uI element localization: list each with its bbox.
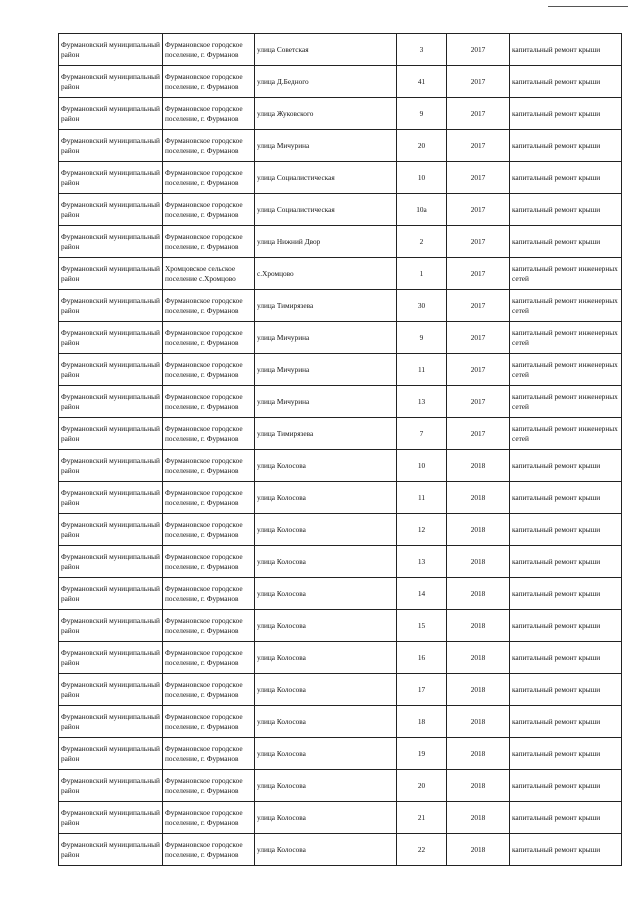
table-row bbox=[59, 258, 622, 290]
municipality-cell: Фурмановский муниципальный район bbox=[59, 162, 163, 194]
table-row bbox=[59, 642, 622, 674]
table-row bbox=[59, 706, 622, 738]
street-cell: улица Колосова bbox=[255, 610, 397, 642]
street-cell: улица Колосова bbox=[255, 674, 397, 706]
settlement-cell: Фурмановское городское поселение, г. Фурманов bbox=[163, 290, 255, 322]
year-cell: 2018 bbox=[447, 610, 510, 642]
repair-program-table bbox=[58, 33, 622, 866]
street-cell: улица Колосова bbox=[255, 642, 397, 674]
work-type-cell: капитальный ремонт инженерных сетей bbox=[510, 354, 622, 386]
street-cell: улица Тимирязева bbox=[255, 290, 397, 322]
work-type-cell: капитальный ремонт крыши bbox=[510, 610, 622, 642]
year-cell: 2017 bbox=[447, 226, 510, 258]
table-row bbox=[59, 290, 622, 322]
house-number-cell: 30 bbox=[397, 290, 447, 322]
house-number-cell: 13 bbox=[397, 386, 447, 418]
work-type-cell: капитальный ремонт крыши bbox=[510, 98, 622, 130]
street-cell: улица Д.Бедного bbox=[255, 66, 397, 98]
table-row bbox=[59, 98, 622, 130]
street-cell: улица Тимирязева bbox=[255, 418, 397, 450]
work-type-cell: капитальный ремонт крыши bbox=[510, 34, 622, 66]
house-number-cell: 22 bbox=[397, 834, 447, 866]
settlement-cell: Фурмановское городское поселение, г. Фурманов bbox=[163, 66, 255, 98]
municipality-cell: Фурмановский муниципальный район bbox=[59, 66, 163, 98]
house-number-cell: 41 bbox=[397, 66, 447, 98]
work-type-cell: капитальный ремонт крыши bbox=[510, 226, 622, 258]
year-cell: 2017 bbox=[447, 418, 510, 450]
year-cell: 2017 bbox=[447, 98, 510, 130]
year-cell: 2018 bbox=[447, 546, 510, 578]
house-number-cell: 15 bbox=[397, 610, 447, 642]
street-cell: улица Колосова bbox=[255, 514, 397, 546]
municipality-cell: Фурмановский муниципальный район bbox=[59, 482, 163, 514]
work-type-cell: капитальный ремонт крыши bbox=[510, 642, 622, 674]
year-cell: 2018 bbox=[447, 450, 510, 482]
house-number-cell: 14 bbox=[397, 578, 447, 610]
house-number-cell: 10 bbox=[397, 450, 447, 482]
settlement-cell: Фурмановское городское поселение, г. Фурманов bbox=[163, 706, 255, 738]
settlement-cell: Фурмановское городское поселение, г. Фурманов bbox=[163, 610, 255, 642]
year-cell: 2017 bbox=[447, 290, 510, 322]
work-type-cell: капитальный ремонт крыши bbox=[510, 162, 622, 194]
table-row bbox=[59, 130, 622, 162]
page-top-rule bbox=[548, 6, 628, 7]
municipality-cell: Фурмановский муниципальный район bbox=[59, 34, 163, 66]
settlement-cell: Фурмановское городское поселение, г. Фурманов bbox=[163, 354, 255, 386]
year-cell: 2018 bbox=[447, 834, 510, 866]
street-cell: улица Социалистическая bbox=[255, 194, 397, 226]
settlement-cell: Фурмановское городское поселение, г. Фурманов bbox=[163, 802, 255, 834]
table-row bbox=[59, 738, 622, 770]
settlement-cell: Фурмановское городское поселение, г. Фурманов bbox=[163, 162, 255, 194]
street-cell: улица Колосова bbox=[255, 834, 397, 866]
house-number-cell: 11 bbox=[397, 482, 447, 514]
settlement-cell: Фурмановское городское поселение, г. Фурманов bbox=[163, 450, 255, 482]
table-row bbox=[59, 162, 622, 194]
year-cell: 2018 bbox=[447, 674, 510, 706]
municipality-cell: Фурмановский муниципальный район bbox=[59, 450, 163, 482]
settlement-cell: Фурмановское городское поселение, г. Фурманов bbox=[163, 834, 255, 866]
house-number-cell: 13 bbox=[397, 546, 447, 578]
house-number-cell: 1 bbox=[397, 258, 447, 290]
municipality-cell: Фурмановский муниципальный район bbox=[59, 258, 163, 290]
municipality-cell: Фурмановский муниципальный район bbox=[59, 354, 163, 386]
work-type-cell: капитальный ремонт крыши bbox=[510, 770, 622, 802]
table-row bbox=[59, 194, 622, 226]
table-row bbox=[59, 418, 622, 450]
year-cell: 2018 bbox=[447, 482, 510, 514]
municipality-cell: Фурмановский муниципальный район bbox=[59, 130, 163, 162]
table-row bbox=[59, 770, 622, 802]
table-row bbox=[59, 674, 622, 706]
year-cell: 2018 bbox=[447, 770, 510, 802]
house-number-cell: 9 bbox=[397, 322, 447, 354]
year-cell: 2018 bbox=[447, 802, 510, 834]
street-cell: улица Социалистическая bbox=[255, 162, 397, 194]
year-cell: 2018 bbox=[447, 706, 510, 738]
street-cell: улица Колосова bbox=[255, 738, 397, 770]
municipality-cell: Фурмановский муниципальный район bbox=[59, 610, 163, 642]
street-cell: улица Мичурина bbox=[255, 130, 397, 162]
settlement-cell: Фурмановское городское поселение, г. Фурманов bbox=[163, 738, 255, 770]
street-cell: с.Хромцово bbox=[255, 258, 397, 290]
year-cell: 2017 bbox=[447, 354, 510, 386]
table-row bbox=[59, 386, 622, 418]
settlement-cell: Фурмановское городское поселение, г. Фурманов bbox=[163, 418, 255, 450]
municipality-cell: Фурмановский муниципальный район bbox=[59, 194, 163, 226]
municipality-cell: Фурмановский муниципальный район bbox=[59, 642, 163, 674]
year-cell: 2018 bbox=[447, 514, 510, 546]
municipality-cell: Фурмановский муниципальный район bbox=[59, 418, 163, 450]
street-cell: улица Колосова bbox=[255, 482, 397, 514]
work-type-cell: капитальный ремонт крыши bbox=[510, 546, 622, 578]
settlement-cell: Фурмановское городское поселение, г. Фурманов bbox=[163, 642, 255, 674]
settlement-cell: Фурмановское городское поселение, г. Фурманов bbox=[163, 770, 255, 802]
municipality-cell: Фурмановский муниципальный район bbox=[59, 802, 163, 834]
table-row bbox=[59, 802, 622, 834]
work-type-cell: капитальный ремонт инженерных сетей bbox=[510, 290, 622, 322]
work-type-cell: капитальный ремонт крыши bbox=[510, 194, 622, 226]
house-number-cell: 16 bbox=[397, 642, 447, 674]
settlement-cell: Фурмановское городское поселение, г. Фурманов bbox=[163, 322, 255, 354]
street-cell: улица Колосова bbox=[255, 770, 397, 802]
year-cell: 2017 bbox=[447, 194, 510, 226]
house-number-cell: 9 bbox=[397, 98, 447, 130]
house-number-cell: 3 bbox=[397, 34, 447, 66]
work-type-cell: капитальный ремонт крыши bbox=[510, 130, 622, 162]
house-number-cell: 10а bbox=[397, 194, 447, 226]
work-type-cell: капитальный ремонт крыши bbox=[510, 674, 622, 706]
table-row bbox=[59, 450, 622, 482]
street-cell: улица Советская bbox=[255, 34, 397, 66]
street-cell: улица Мичурина bbox=[255, 354, 397, 386]
street-cell: улица Нижний Двор bbox=[255, 226, 397, 258]
house-number-cell: 21 bbox=[397, 802, 447, 834]
street-cell: улица Колосова bbox=[255, 546, 397, 578]
year-cell: 2018 bbox=[447, 738, 510, 770]
municipality-cell: Фурмановский муниципальный район bbox=[59, 322, 163, 354]
table-row bbox=[59, 834, 622, 866]
municipality-cell: Фурмановский муниципальный район bbox=[59, 514, 163, 546]
table-row bbox=[59, 610, 622, 642]
settlement-cell: Фурмановское городское поселение, г. Фурманов bbox=[163, 386, 255, 418]
settlement-cell: Хромцовское сельское поселение с.Хромцово bbox=[163, 258, 255, 290]
work-type-cell: капитальный ремонт крыши bbox=[510, 706, 622, 738]
street-cell: улица Мичурина bbox=[255, 322, 397, 354]
settlement-cell: Фурмановское городское поселение, г. Фурманов bbox=[163, 482, 255, 514]
municipality-cell: Фурмановский муниципальный район bbox=[59, 546, 163, 578]
municipality-cell: Фурмановский муниципальный район bbox=[59, 770, 163, 802]
settlement-cell: Фурмановское городское поселение, г. Фурманов bbox=[163, 514, 255, 546]
house-number-cell: 19 bbox=[397, 738, 447, 770]
table-row bbox=[59, 34, 622, 66]
settlement-cell: Фурмановское городское поселение, г. Фурманов bbox=[163, 130, 255, 162]
work-type-cell: капитальный ремонт инженерных сетей bbox=[510, 322, 622, 354]
house-number-cell: 2 bbox=[397, 226, 447, 258]
street-cell: улица Колосова bbox=[255, 450, 397, 482]
settlement-cell: Фурмановское городское поселение, г. Фурманов bbox=[163, 98, 255, 130]
work-type-cell: капитальный ремонт инженерных сетей bbox=[510, 386, 622, 418]
year-cell: 2018 bbox=[447, 642, 510, 674]
table-row bbox=[59, 514, 622, 546]
house-number-cell: 20 bbox=[397, 130, 447, 162]
municipality-cell: Фурмановский муниципальный район bbox=[59, 386, 163, 418]
work-type-cell: капитальный ремонт крыши bbox=[510, 738, 622, 770]
settlement-cell: Фурмановское городское поселение, г. Фурманов bbox=[163, 226, 255, 258]
municipality-cell: Фурмановский муниципальный район bbox=[59, 738, 163, 770]
work-type-cell: капитальный ремонт крыши bbox=[510, 802, 622, 834]
table-row bbox=[59, 322, 622, 354]
municipality-cell: Фурмановский муниципальный район bbox=[59, 674, 163, 706]
year-cell: 2017 bbox=[447, 162, 510, 194]
work-type-cell: капитальный ремонт крыши bbox=[510, 66, 622, 98]
work-type-cell: капитальный ремонт крыши bbox=[510, 578, 622, 610]
municipality-cell: Фурмановский муниципальный район bbox=[59, 290, 163, 322]
year-cell: 2017 bbox=[447, 386, 510, 418]
table-row bbox=[59, 354, 622, 386]
settlement-cell: Фурмановское городское поселение, г. Фурманов bbox=[163, 194, 255, 226]
house-number-cell: 17 bbox=[397, 674, 447, 706]
table-row bbox=[59, 578, 622, 610]
house-number-cell: 18 bbox=[397, 706, 447, 738]
settlement-cell: Фурмановское городское поселение, г. Фурманов bbox=[163, 546, 255, 578]
street-cell: улица Колосова bbox=[255, 802, 397, 834]
table-row bbox=[59, 482, 622, 514]
street-cell: улица Мичурина bbox=[255, 386, 397, 418]
work-type-cell: капитальный ремонт крыши bbox=[510, 450, 622, 482]
municipality-cell: Фурмановский муниципальный район bbox=[59, 226, 163, 258]
house-number-cell: 10 bbox=[397, 162, 447, 194]
year-cell: 2017 bbox=[447, 130, 510, 162]
table-body bbox=[59, 34, 622, 866]
street-cell: улица Колосова bbox=[255, 706, 397, 738]
house-number-cell: 7 bbox=[397, 418, 447, 450]
work-type-cell: капитальный ремонт крыши bbox=[510, 514, 622, 546]
settlement-cell: Фурмановское городское поселение, г. Фурманов bbox=[163, 578, 255, 610]
municipality-cell: Фурмановский муниципальный район bbox=[59, 578, 163, 610]
municipality-cell: Фурмановский муниципальный район bbox=[59, 706, 163, 738]
table-row bbox=[59, 226, 622, 258]
municipality-cell: Фурмановский муниципальный район bbox=[59, 834, 163, 866]
street-cell: улица Колосова bbox=[255, 578, 397, 610]
year-cell: 2017 bbox=[447, 322, 510, 354]
work-type-cell: капитальный ремонт крыши bbox=[510, 482, 622, 514]
street-cell: улица Жуковского bbox=[255, 98, 397, 130]
work-type-cell: капитальный ремонт крыши bbox=[510, 834, 622, 866]
work-type-cell: капитальный ремонт инженерных сетей bbox=[510, 258, 622, 290]
year-cell: 2018 bbox=[447, 578, 510, 610]
settlement-cell: Фурмановское городское поселение, г. Фурманов bbox=[163, 34, 255, 66]
year-cell: 2017 bbox=[447, 66, 510, 98]
municipality-cell: Фурмановский муниципальный район bbox=[59, 98, 163, 130]
work-type-cell: капитальный ремонт инженерных сетей bbox=[510, 418, 622, 450]
house-number-cell: 20 bbox=[397, 770, 447, 802]
year-cell: 2017 bbox=[447, 258, 510, 290]
year-cell: 2017 bbox=[447, 34, 510, 66]
settlement-cell: Фурмановское городское поселение, г. Фурманов bbox=[163, 674, 255, 706]
house-number-cell: 12 bbox=[397, 514, 447, 546]
table-row bbox=[59, 546, 622, 578]
house-number-cell: 11 bbox=[397, 354, 447, 386]
table-row bbox=[59, 66, 622, 98]
